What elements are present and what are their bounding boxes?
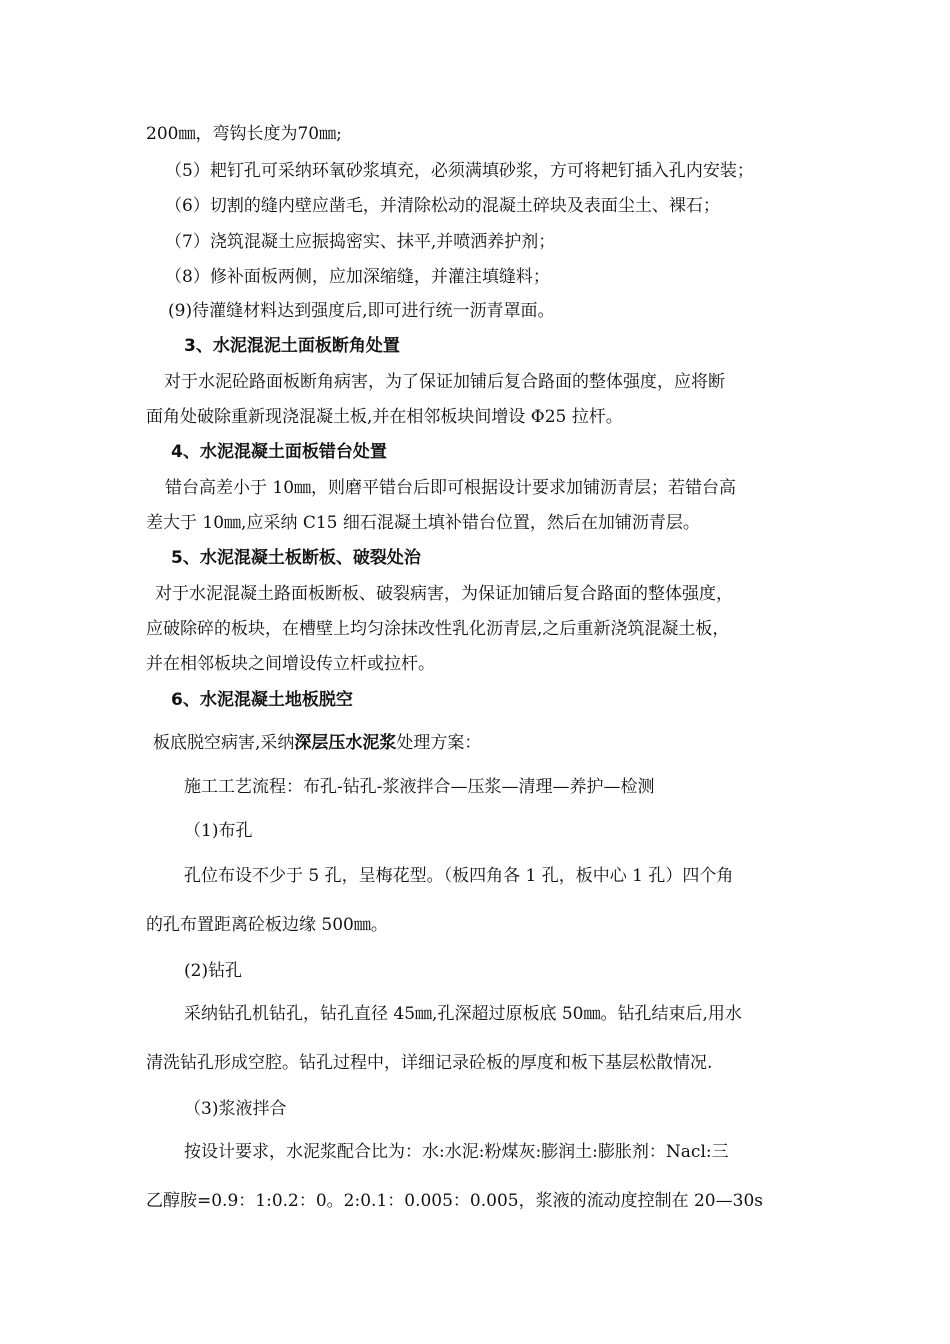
text-segment: 板底脱空病害,采纳 xyxy=(153,733,295,753)
list-item-7: （7）浇筑混凝土应振捣密实、抹平,并喷洒养护剂； xyxy=(165,232,556,252)
list-item-9: (9)待灌缝材料达到强度后,即可进行统一沥青罩面。 xyxy=(168,301,555,321)
text-line: 乙醇胺=0.9：1:0.2：0。2:0.1：0.005：0.005，浆液的流动度控制在 20—30s xyxy=(146,1191,763,1211)
list-item-6: （6）切割的缝内壁应凿毛，并清除松动的混凝土碎块及表面尘土、裸石； xyxy=(165,196,720,216)
text-line: 错台高差小于 10㎜，则磨平错台后即可根据设计要求加铺沥青层；若错台高 xyxy=(165,478,737,498)
section-heading-6: 6、水泥混凝土地板脱空 xyxy=(171,690,353,710)
text-line: 对于水泥砼路面板断角病害，为了保证加铺后复合路面的整体强度，应将断 xyxy=(164,372,725,392)
text-line: 采纳钻孔机钻孔，钻孔直径 45㎜,孔深超过原板底 50㎜。钻孔结束后,用水 xyxy=(184,1004,742,1024)
text-line: 清洗钻孔形成空腔。钻孔过程中，详细记录砼板的厚度和板下基层松散情况. xyxy=(146,1053,713,1073)
text-line: 差大于 10㎜,应采纳 C15 细石混凝土填补错台位置，然后在加铺沥青层。 xyxy=(146,513,700,533)
list-item-5: （5）耙钉孔可采纳环氧砂浆填充，必须满填砂浆，方可将耙钉插入孔内安装； xyxy=(165,161,754,181)
text-line: 并在相邻板块之间增设传立杆或拉杆。 xyxy=(146,654,435,674)
section-heading-5: 5、水泥混凝土板断板、破裂处治 xyxy=(171,548,421,568)
text-line: 的孔布置距离砼板边缘 500㎜。 xyxy=(146,915,388,935)
text-line: 按设计要求，水泥浆配合比为：水:水泥:粉煤灰:膨润土:膨胀剂：Nacl:三 xyxy=(184,1142,729,1162)
text-line xyxy=(153,732,481,754)
bold-term: 深层压水泥浆 xyxy=(294,733,397,753)
subheading: （1)布孔 xyxy=(184,821,253,841)
text-line: 施工工艺流程：布孔-钻孔-浆液拌合—压浆—清理—养护—检测 xyxy=(184,777,655,797)
text-line: 200㎜，弯钩长度为70㎜; xyxy=(146,124,342,144)
subheading: （3)浆液拌合 xyxy=(184,1099,287,1119)
subheading: (2)钻孔 xyxy=(184,961,243,981)
list-item-8: （8）修补面板两侧，应加深缩缝，并灌注填缝料； xyxy=(165,267,550,287)
section-heading-4: 4、水泥混凝土面板错台处置 xyxy=(171,442,387,462)
text-line: 面角处破除重新现浇混凝土板,并在相邻板块间增设 Φ25 拉杆。 xyxy=(146,407,623,427)
text-line: 对于水泥混凝土路面板断板、破裂病害，为保证加铺后复合路面的整体强度， xyxy=(155,584,733,604)
text-segment: 处理方案： xyxy=(396,733,482,753)
section-heading-3: 3、水泥混泥土面板断角处置 xyxy=(184,336,400,356)
text-line: 孔位布设不少于 5 孔，呈梅花型。（板四角各 1 孔，板中心 1 孔）四个角 xyxy=(184,866,734,886)
text-line: 应破除碎的板块，在槽壁上均匀涂抹改性乳化沥青层,之后重新浇筑混凝土板， xyxy=(146,619,730,639)
